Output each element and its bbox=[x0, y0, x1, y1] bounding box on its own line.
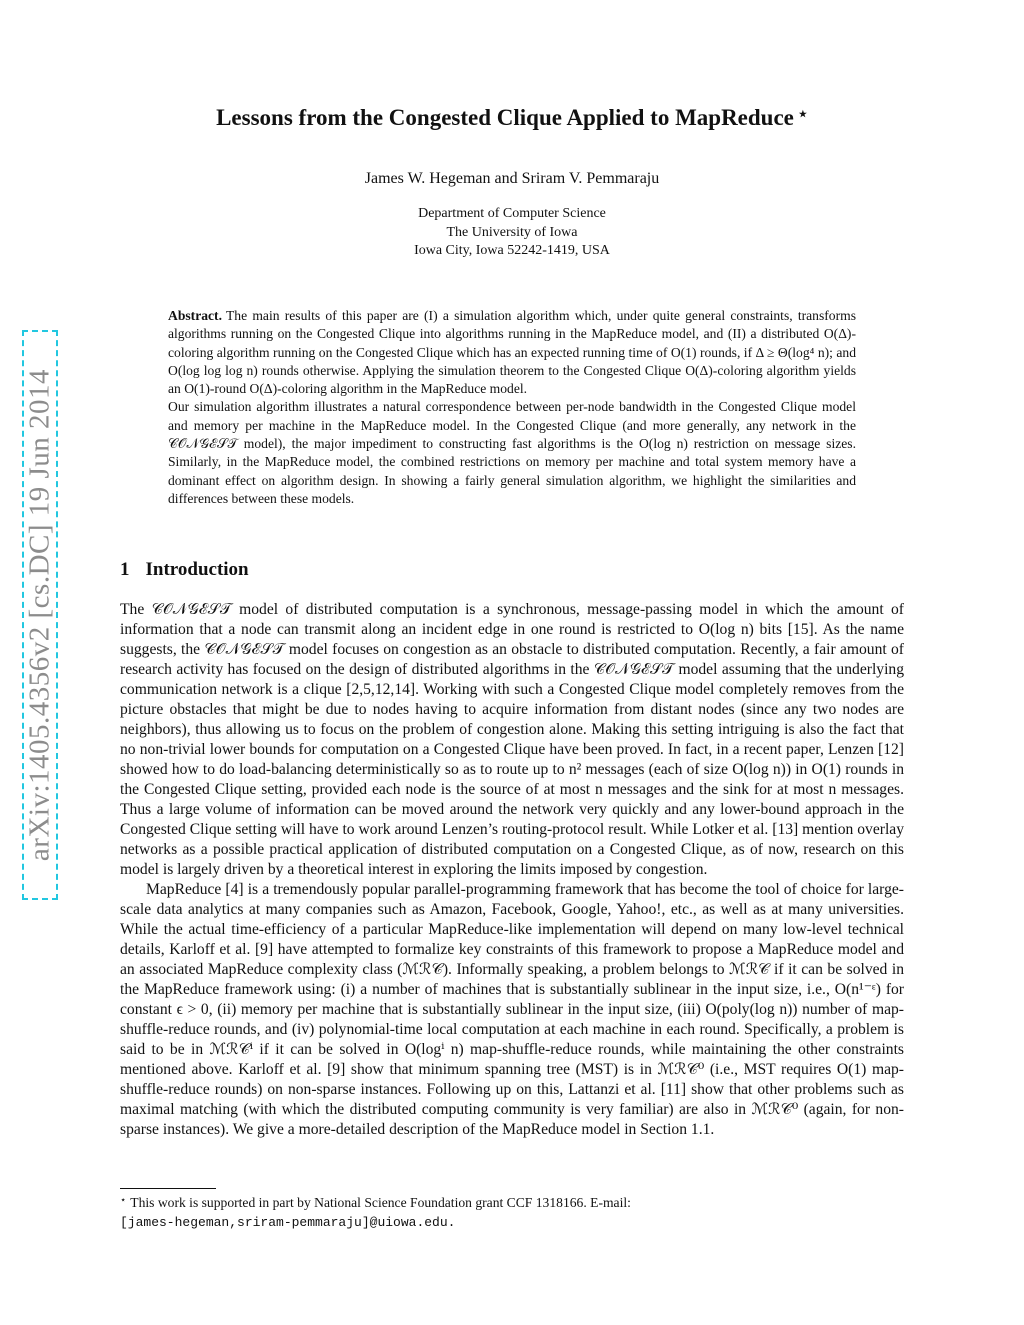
footnote bbox=[120, 1192, 904, 1232]
intro-paragraph-1: The 𝒞𝒪𝒩𝒢ℰ𝒮𝒯 model of distributed computation is a synchronous, message-passing model in which the amount of information that a node can transmit along an incident edge in one round is restricted to O(log n) bits [15]. As the name suggests, the 𝒞𝒪𝒩𝒢ℰ𝒮𝒯 model focuses on congestion as an obstacle to distributed computation. Recently, a fair amount of research activity has focused on the design of distributed algorithms in the 𝒞𝒪𝒩𝒢ℰ𝒮𝒯 model assuming that the underlying communication network is a clique [2,5,12,14]. Working with such a Congested Clique model completely removes from the picture obstacles that might be due to nodes having to acquire information from distant nodes (since any two nodes are neighbors), thus allowing us to focus on the problem of congestion alone. Making this setting intriguing is also the fact that no non-trivial lower bounds for computation on a Congested Clique have been proved. In fact, in a recent paper, Lenzen [12] showed how to do load-balancing deterministically so as to route up to n² messages (each of size O(log n)) in O(1) rounds in the Congested Clique setting, provided each node is the source of at most n messages and the sink for at most n messages. Thus a large volume of information can be moved around the network very quickly and any lower-bound approach in the Congested Clique setting will have to work around Lenzen’s routing-protocol result. While Lotker et al. [13] mention overlay networks as a possible practical application of distributed computation on a Congested Clique, as of now, research on this model is largely driven by a theoretical interest in exploring the limits imposed by congestion. bbox=[120, 601, 904, 878]
abstract-heading: Abstract. bbox=[168, 308, 222, 323]
affiliation-department: Department of Computer Science bbox=[418, 206, 606, 221]
footnote-divider bbox=[120, 1188, 216, 1189]
abstract-paragraph-1 bbox=[168, 307, 856, 398]
section-number: 1 bbox=[120, 559, 130, 580]
intro-paragraph-2: MapReduce [4] is a tremendously popular parallel-programming framework that has become the tool of choice for large-scale data analytics at many companies such as Amazon, Facebook, Google, Yahoo!, etc., as well as at many universities. While the actual time-efficiency of a particular MapReduce-like implementation will depend on many low-level technical details, Karloff et al. [9] have attempted to formalize key constraints of this framework to propose a MapReduce model and an associated MapReduce complexity class (ℳℛ𝒞). Informally speaking, a problem belongs to ℳℛ𝒞 if it can be solved in the MapReduce framework using: (i) a number of machines that is substantially sublinear in the input size, i.e., O(n¹⁻ᵋ) for constant ϵ > 0, (ii) memory per machine that is substantially sublinear in the input size, (iii) O(poly(log n)) number of map-shuffle-reduce rounds, and (iv) polynomial-time local computation at each machine in each round. Specifically, a problem is said to be in ℳℛ𝒞ⁱ if it can be solved in O(logⁱ n) map-shuffle-reduce rounds, while maintaining the other constraints mentioned above. Karloff et al. [9] show that minimum spanning tree (MST) is in ℳℛ𝒞⁰ (i.e., MST requires O(1) map-shuffle-reduce rounds) on non-sparse instances. Following up on this, Lattanzi et al. [11] show that other problems such as maximal matching (with which the distributed computing community is very familiar) are also in ℳℛ𝒞⁰ (again, for non-sparse instances). We give a more-detailed description of the MapReduce model in Section 1.1. bbox=[120, 881, 904, 1138]
affiliation-address: Iowa City, Iowa 52242-1419, USA bbox=[414, 243, 610, 258]
arxiv-stamp bbox=[0, 0, 56, 862]
section-title: Introduction bbox=[145, 559, 249, 580]
affiliation-university: The University of Iowa bbox=[446, 224, 578, 240]
arxiv-identifier: arXiv:1405.4356v2 [cs.DC] 19 Jun 2014 bbox=[23, 368, 56, 862]
abstract-text-1: The main results of this paper are (I) a simulation algorithm which, under quite general constraints, transforms algorithms running on the Congested Clique into algorithms running in the MapReduce model, and (II) a distributed O(Δ)-coloring algorithm running on the Congested Clique which has an expected running time of O(1) rounds, if Δ ≥ Θ(log⁴ n); and O(log log log n) rounds otherwise. Applying the simulation theorem to the Congested Clique O(Δ)-coloring algorithm yields an O(1)-round O(Δ)-coloring algorithm in the MapReduce model. bbox=[168, 308, 856, 397]
introduction-body bbox=[120, 600, 904, 1140]
abstract bbox=[168, 307, 856, 508]
affiliation bbox=[0, 205, 1024, 261]
author-list: James W. Hegeman and Sriram V. Pemmaraju bbox=[364, 170, 660, 187]
footnote-text: This work is supported in part by National Science Foundation grant CCF 1318166. E-mail: bbox=[130, 1195, 631, 1210]
abstract-paragraph-2: Our simulation algorithm illustrates a natural correspondence between per-node bandwidth in the Congested Clique model and memory per machine in the MapReduce model. In the Congested Clique (and more generally, any network in the 𝒞𝒪𝒩𝒢ℰ𝒮𝒯 model), the major impediment to constructing fast algorithms is the O(log n) restriction on message sizes. Similarly, in the MapReduce model, the combined restrictions on memory per machine and total system memory have a dominant effect on algorithm design. In showing a fairly general simulation algorithm, we highlight the similarities and differences between these models. bbox=[168, 399, 856, 506]
section-heading-introduction bbox=[120, 559, 249, 581]
footnote-email[interactable]: [james-hegeman,sriram-pemmaraju]@uiowa.edu. bbox=[120, 1214, 456, 1230]
paper-title bbox=[0, 104, 1024, 131]
footnote-mark: ⋆ bbox=[120, 1195, 127, 1206]
title-footnote-mark: ⋆ bbox=[797, 106, 808, 123]
paper-title-text: Lessons from the Congested Clique Applied to MapReduce bbox=[216, 105, 794, 130]
